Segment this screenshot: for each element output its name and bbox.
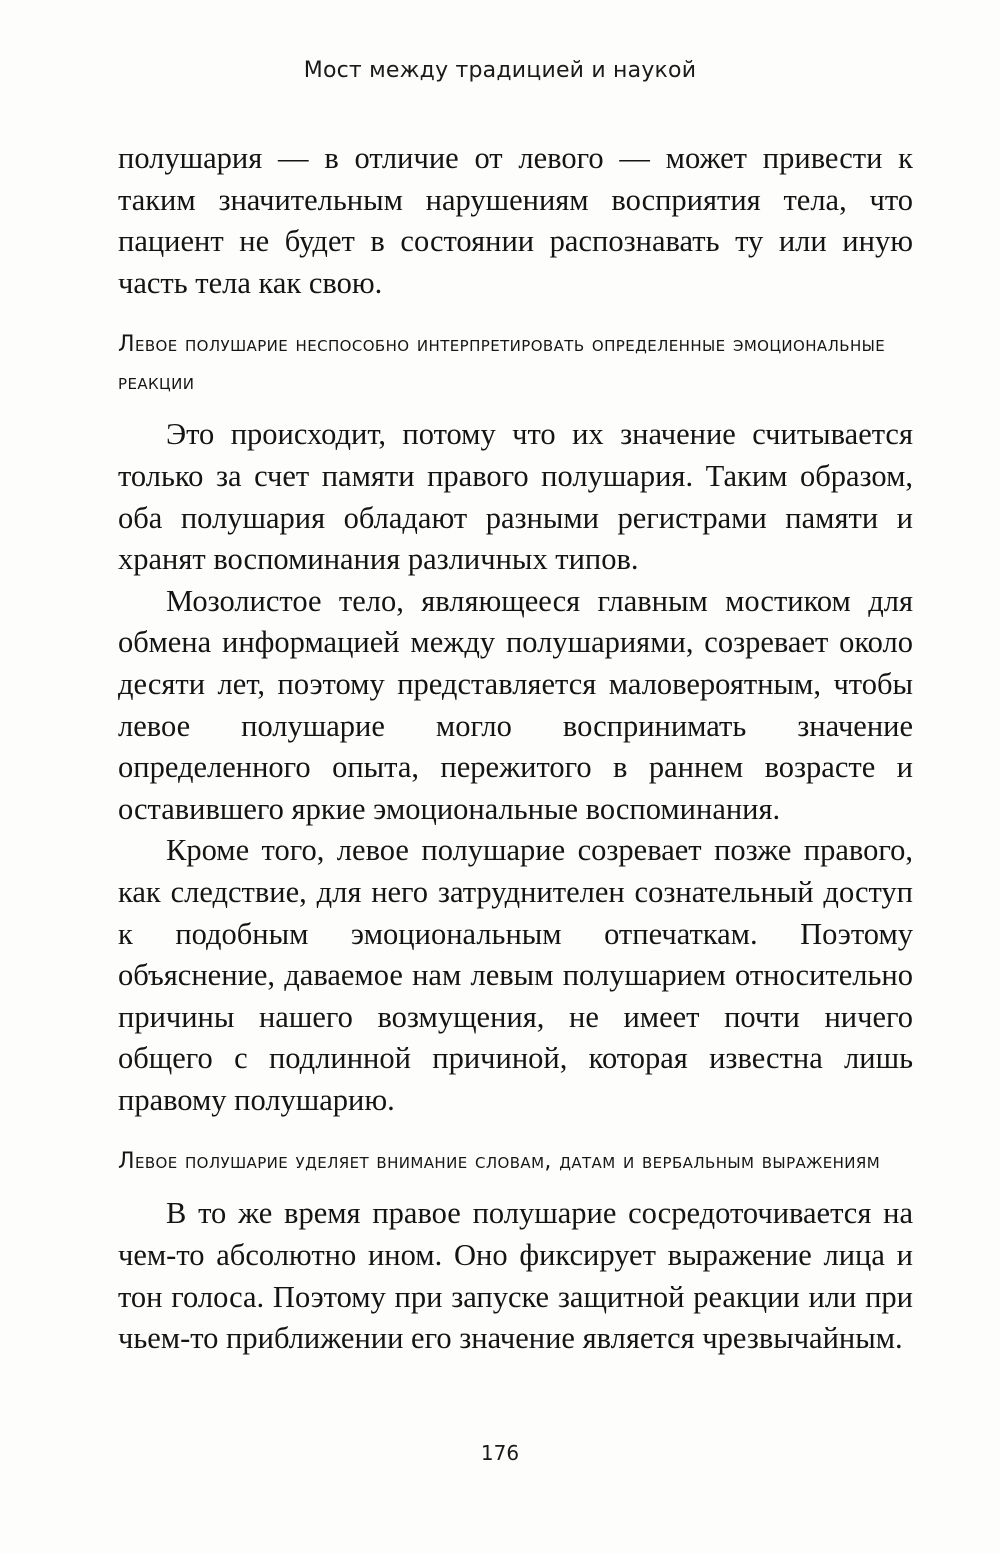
paragraph: Мозолистое тело, являющееся главным мостиком для обмена информацией между полушариями, созревает около десяти лет, поэтому представляется маловероятным, чтобы левое полушарие могло воспринимать значение определенного опыта, пережитого в раннем возрасте и оставившего яркие эмоциональные воспоминания. bbox=[118, 583, 913, 826]
running-head: Мост между традицией и наукой bbox=[303, 58, 697, 83]
page-number: 176 bbox=[480, 1441, 520, 1465]
paragraph-continued: полушария — в отличие от левого — может привести к таким значительным нарушениям восприятия тела, что пациент не будет в состоянии распознавать ту или иную часть тела как свою. bbox=[118, 141, 913, 300]
section-heading-2: Левое полушарие уделяет внимание словам, датам и вербальным выражениям bbox=[118, 1149, 881, 1175]
paragraph: Кроме того, левое полушарие созревает позже правого, как следствие, для него затруднителен сознательный доступ к подобным эмоциональным отпечаткам. Поэтому объяснение, даваемое нам левым полушарием относительно причины нашего возмущения, не имеет почти ничего общего с подлинной причиной, которая известна лишь правому полушарию. bbox=[118, 833, 913, 1117]
section-heading-1: Левое полушарие неспособно интерпретировать определенные эмоциональные реакции bbox=[118, 332, 886, 396]
paragraph: В то же время правое полушарие сосредоточивается на чем-то абсолютно ином. Оно фиксирует выражение лица и тон голоса. Поэтому при запуске защитной реакции или при чьем-то приближении его значение является чрезвычайным. bbox=[118, 1196, 913, 1356]
paragraph: Это происходит, потому что их значение считывается только за счет памяти правого полушария. Таким образом, оба полушария обладают разными регистрами памяти и хранят воспоминания различных типов. bbox=[118, 417, 913, 577]
page-body bbox=[118, 138, 913, 1360]
